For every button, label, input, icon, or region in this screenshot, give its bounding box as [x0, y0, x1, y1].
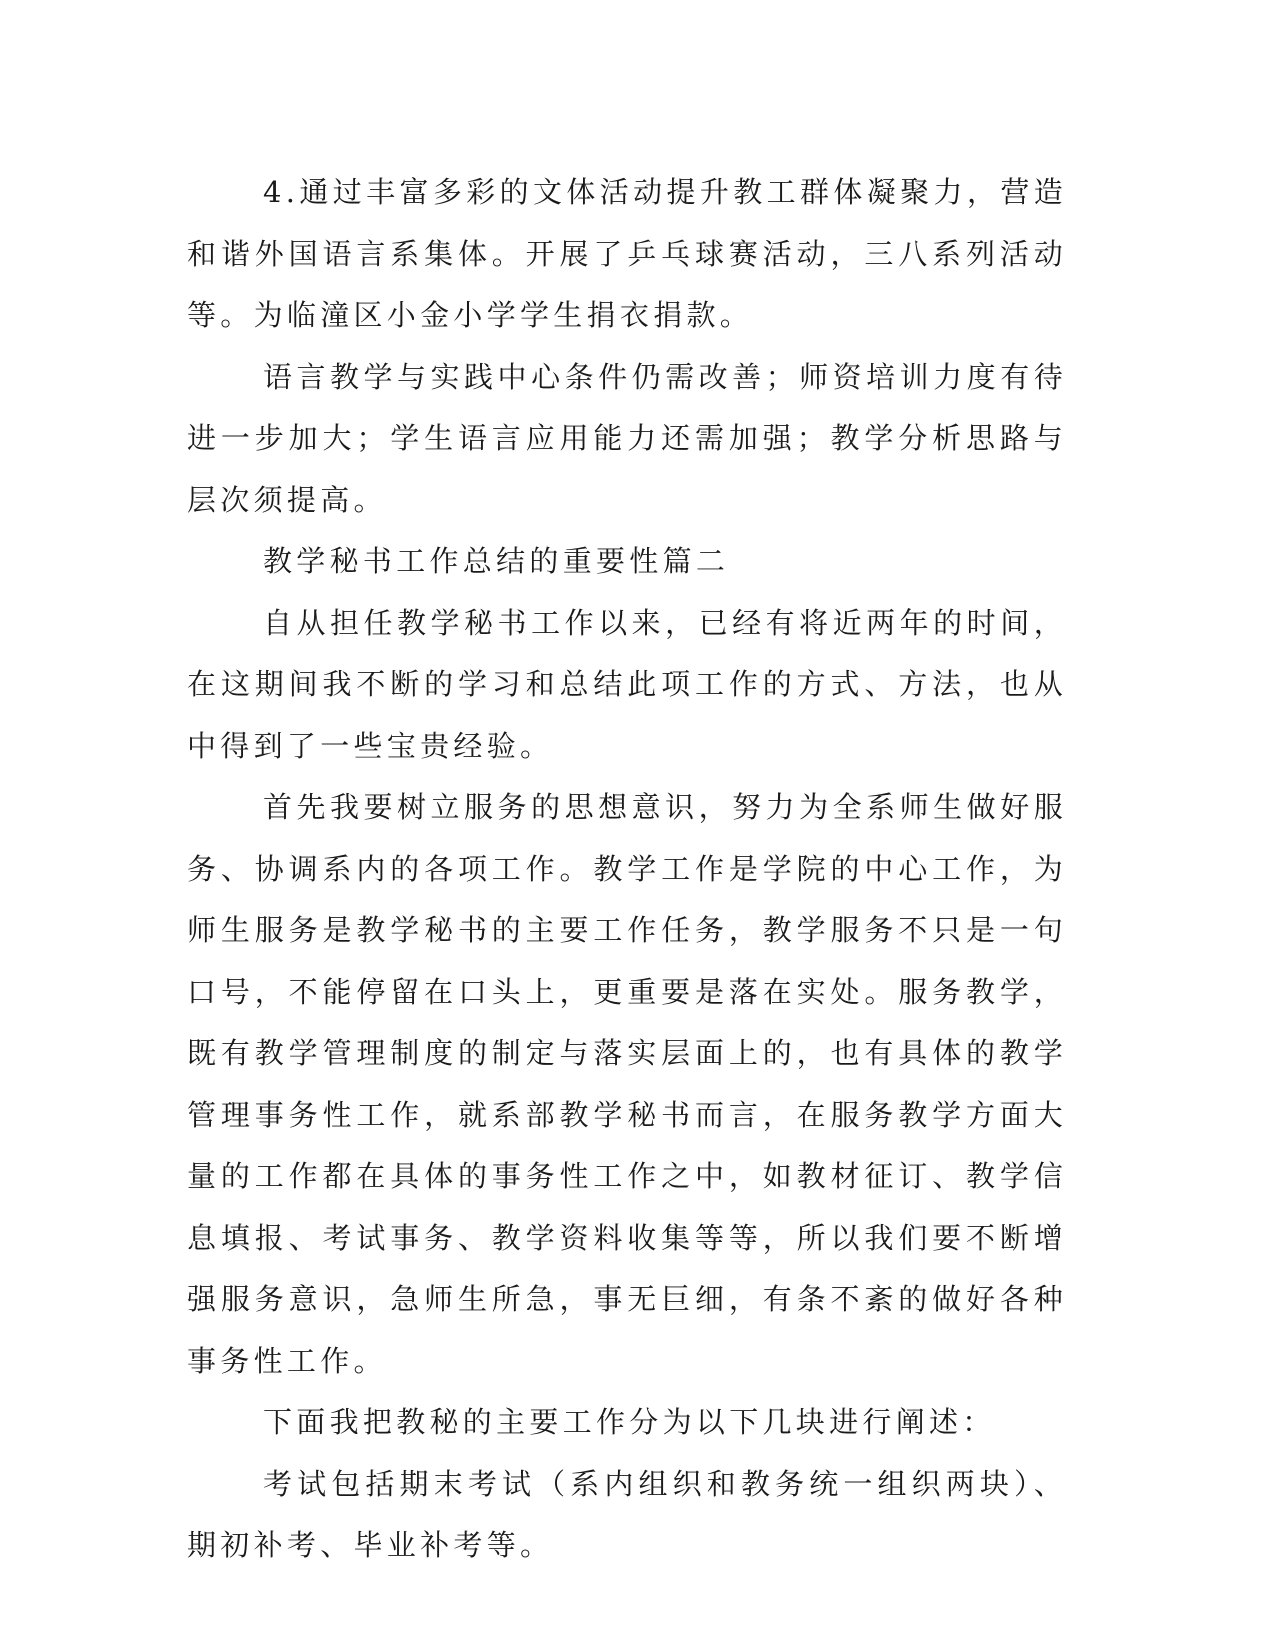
paragraph-exams: 考试包括期末考试（系内组织和教务统一组织两块）、期初补考、毕业补考等。 — [187, 1466, 1067, 1562]
paragraph-service: 首先我要树立服务的思想意识，努力为全系师生做好服务、协调系内的各项工作。教学工作是学院的中心工作，为师生服务是教学秘书的主要工作任务，教学服务不只是一句口号，不能停留在口头上，更重要是落在实处。服务教学，既有教学管理制度的制定与落实层面上的，也有具体的教学管理事务性工作，就系部教学秘书而言，在服务教学方面大量的工作都在具体的事务性工作之中，如教材征订、教学信息填报、考试事务、教学资料收集等等，所以我们要不断增强服务意识，急师生所急，事无巨细，有条不紊的做好各种事务性工作。 — [187, 790, 1067, 1378]
section-heading: 教学秘书工作总结的重要性篇二 — [263, 544, 730, 578]
paragraph-outline: 下面我把教秘的主要工作分为以下几块进行阐述： — [263, 1405, 996, 1439]
paragraph-intro: 自从担任教学秘书工作以来，已经有将近两年的时间，在这期间我不断的学习和总结此项工作的方式、方法，也从中得到了一些宝贵经验。 — [187, 605, 1067, 763]
document-page — [187, 162, 1067, 1577]
paragraph-activities: 4.通过丰富多彩的文体活动提升教工群体凝聚力，营造和谐外国语言系集体。开展了乒乓球赛活动，三八系列活动等。为临潼区小金小学学生捐衣捐款。 — [187, 175, 1067, 332]
paragraph-problems: 语言教学与实践中心条件仍需改善；师资培训力度有待进一步加大；学生语言应用能力还需加强；教学分析思路与层次须提高。 — [187, 359, 1067, 517]
